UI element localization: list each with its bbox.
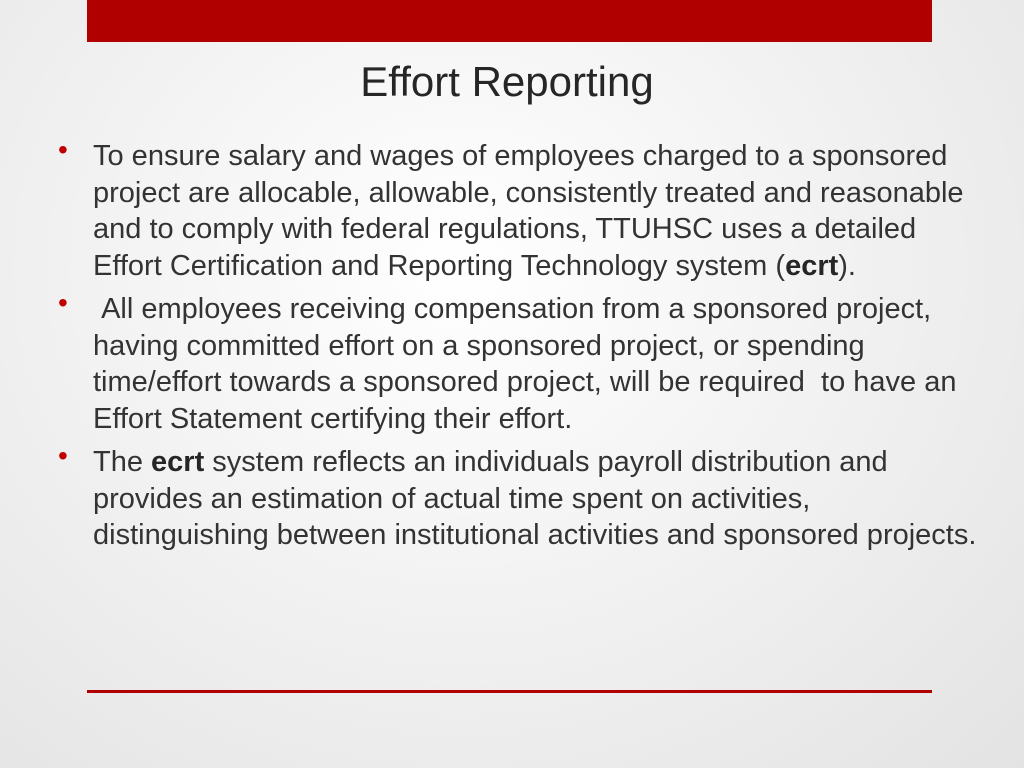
bullet-item-2 xyxy=(58,287,978,437)
bullet-text xyxy=(93,293,965,435)
bold-term: ecrt xyxy=(785,249,839,282)
top-accent-bar xyxy=(87,0,932,42)
bullet-dot-icon: • xyxy=(58,287,68,318)
bold-term: ecrt xyxy=(151,446,205,478)
slide-title: Effort Reporting xyxy=(360,58,654,105)
bullet-dot-icon: • xyxy=(58,440,68,471)
bullet-text-segment: system reflects an individuals payroll distribution and provides an estimation of actual time spent on activities, distinguishing between institutional activities and sponsored projects. xyxy=(93,446,977,551)
bottom-divider xyxy=(87,690,932,693)
bullet-item-3 xyxy=(58,440,978,554)
bullet-text xyxy=(93,140,964,282)
bullet-list xyxy=(58,134,978,561)
bullet-item-1 xyxy=(58,134,978,284)
bullet-dot-icon: • xyxy=(58,134,68,165)
bullet-text-segment: To ensure salary and wages of employees charged to a sponsored project are allocable, allowable, consistently treated and reasonable and to comply with federal regulations, TTUHSC uses a detailed Effort Certification and Reporting Technology system ( xyxy=(93,140,964,282)
bullet-text xyxy=(93,446,976,551)
bullet-text-segment: ). xyxy=(838,249,856,282)
bullet-text-segment: All employees receiving compensation from a sponsored project, having committed effort on a sponsored project, or spending time/effort towards a sponsored project, will be required to have an Effort Statement certifying their effort. xyxy=(93,293,965,435)
bullet-text-segment: The xyxy=(93,446,152,478)
